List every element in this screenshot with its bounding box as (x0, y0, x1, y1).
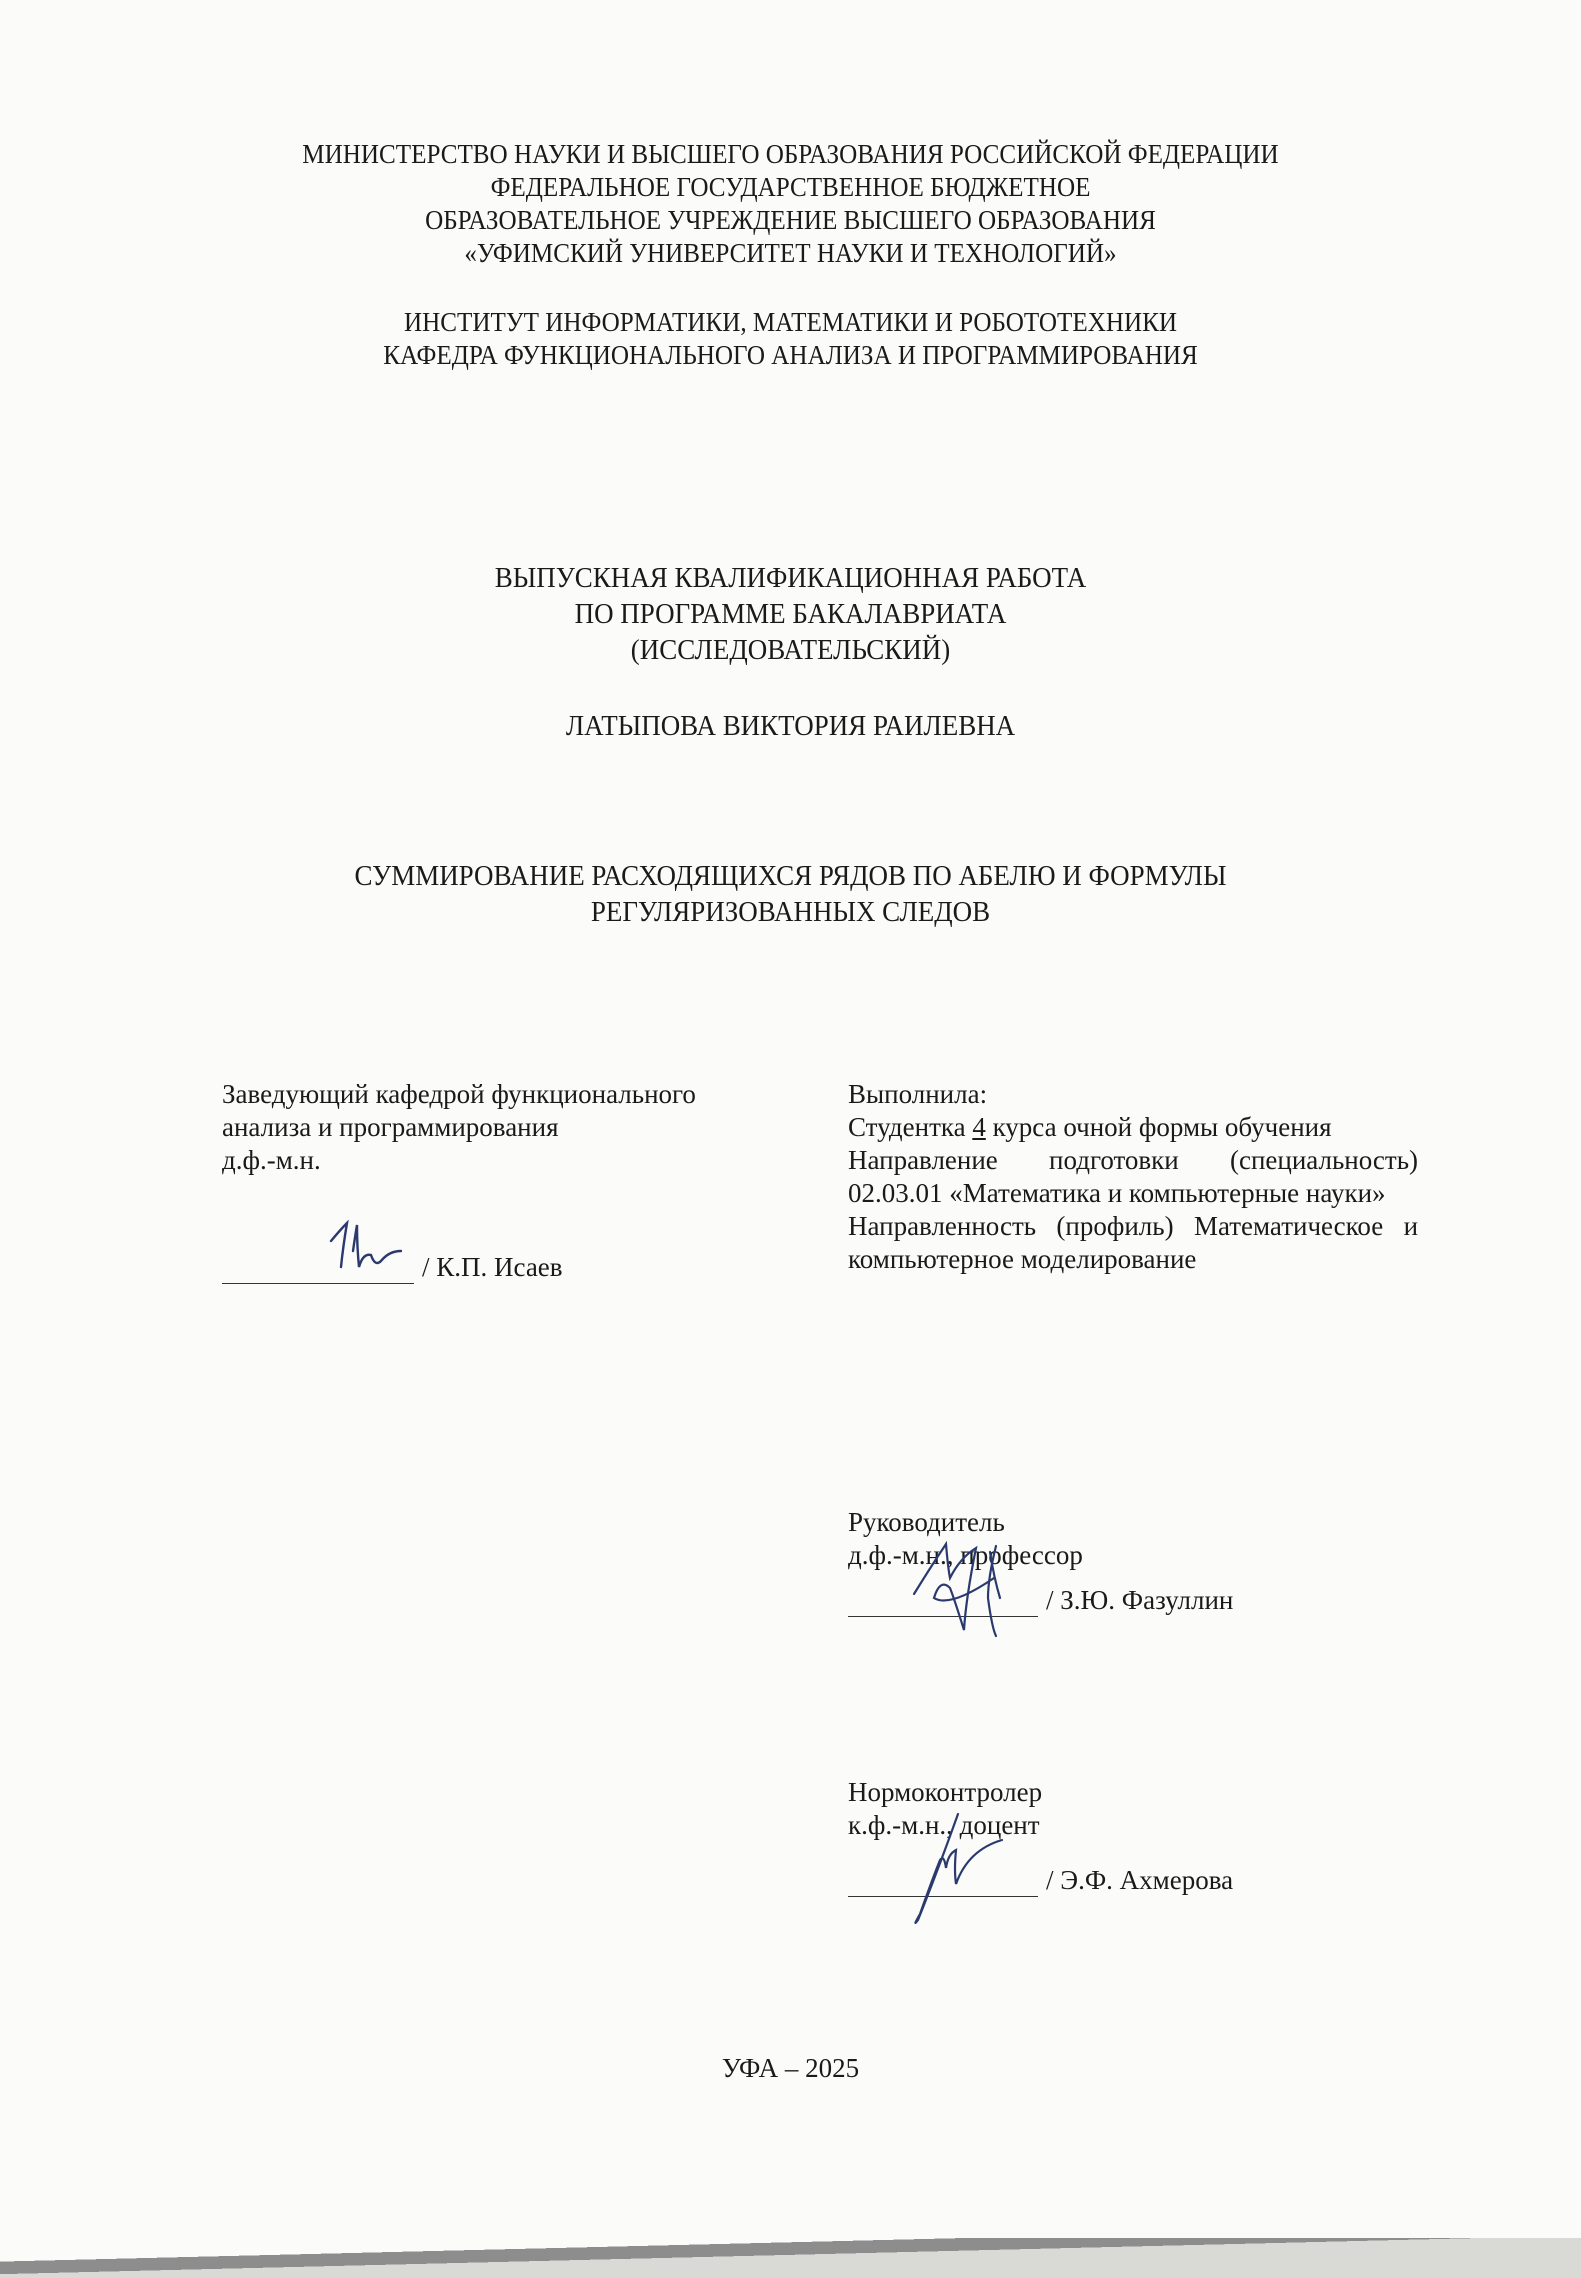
student-direction (848, 1144, 1418, 1177)
direction-word: (специальность) (1229, 1145, 1419, 1175)
direction-word: Направление (848, 1145, 998, 1175)
norm-controller-role: Нормоконтролер (848, 1777, 1043, 1807)
supervisor-role: Руководитель (848, 1507, 1005, 1537)
profile-word: (профиль) (1056, 1211, 1174, 1241)
thesis-title (55, 858, 1525, 930)
course-suffix: курса очной формы обучения (992, 1112, 1332, 1142)
city-year (0, 2052, 1581, 2085)
profile-word: и (1403, 1211, 1419, 1241)
thesis-title-line: РЕГУЛЯРИЗОВАННЫХ СЛЕДОВ (590, 896, 991, 928)
norm-controller-degree: к.ф.-м.н., доцент (848, 1810, 1040, 1840)
student-profile (848, 1210, 1418, 1243)
course-number: 4 (972, 1112, 986, 1142)
signature-line (222, 1255, 414, 1284)
thesis-title-line: СУММИРОВАНИЕ РАСХОДЯЩИХСЯ РЯДОВ ПО АБЕЛЮ И ФОРМУЛЫ (354, 860, 1227, 892)
ministry-line: МИНИСТЕРСТВО НАУКИ И ВЫСШЕГО ОБРАЗОВАНИЯ РОССИЙСКОЙ ФЕДЕРАЦИИ (302, 139, 1279, 169)
direction-word: подготовки (1049, 1145, 1179, 1175)
city-year-text: УФА – 2025 (721, 2053, 860, 2083)
head-signature-row (222, 1251, 782, 1284)
work-type-line: ВЫПУСКНАЯ КВАЛИФИКАЦИОННАЯ РАБОТА (494, 562, 1087, 594)
supervisor-name: / З.Ю. Фазуллин (1046, 1585, 1234, 1615)
work-type-line: ПО ПРОГРАММЕ БАКАЛАВРИАТА (574, 598, 1007, 630)
student-block (848, 1078, 1418, 1276)
signature-icon (898, 1810, 1008, 1930)
ministry-header (55, 138, 1525, 270)
ministry-line: ФЕДЕРАЛЬНОЕ ГОСУДАРСТВЕННОЕ БЮДЖЕТНОЕ (490, 172, 1091, 202)
institute-header (55, 306, 1525, 372)
profile-word: Направленность (848, 1211, 1037, 1241)
supervisor-signature-row (848, 1584, 1348, 1617)
scanner-edge (0, 2238, 1581, 2278)
supervisor-block (848, 1506, 1348, 1617)
norm-controller-block (848, 1776, 1348, 1897)
student-label: Выполнила: (848, 1079, 988, 1109)
student-course (848, 1111, 1418, 1144)
direction-code: 02.03.01 «Математика и компьютерные науки» (848, 1178, 1386, 1208)
institute-name: ИНСТИТУТ ИНФОРМАТИКИ, МАТЕМАТИКИ И РОБОТОТЕХНИКИ (403, 307, 1178, 337)
department-name: КАФЕДРА ФУНКЦИОНАЛЬНОГО АНАЛИЗА И ПРОГРАММИРОВАНИЯ (383, 340, 1198, 370)
head-of-department-block (222, 1078, 782, 1284)
author-name (55, 708, 1525, 744)
work-type-line: (ИССЛЕДОВАТЕЛЬСКИЙ) (630, 634, 951, 666)
course-prefix: Студентка (848, 1112, 966, 1142)
university-name: «УФИМСКИЙ УНИВЕРСИТЕТ НАУКИ И ТЕХНОЛОГИЙ» (464, 238, 1117, 268)
head-name: / К.П. Исаев (422, 1252, 563, 1282)
signature-line (848, 1868, 1038, 1897)
signature-icon (327, 1217, 407, 1277)
supervisor-degree: д.ф.-м.н., профессор (848, 1540, 1083, 1570)
norm-controller-signature-row (848, 1864, 1348, 1897)
author-name-text: ЛАТЫПОВА ВИКТОРИЯ РАИЛЕВНА (565, 710, 1016, 742)
signature-line (848, 1588, 1038, 1617)
head-title-line: анализа и программирования (222, 1112, 559, 1142)
profile-word: Математическое (1193, 1211, 1384, 1241)
norm-controller-name: / Э.Ф. Ахмерова (1046, 1865, 1234, 1895)
head-degree: д.ф.-м.н. (222, 1145, 321, 1175)
profile-end: компьютерное моделирование (848, 1244, 1197, 1274)
head-title-line: Заведующий кафедрой функционального (222, 1079, 696, 1109)
work-type (55, 560, 1525, 668)
signature-icon (910, 1538, 1020, 1638)
ministry-line: ОБРАЗОВАТЕЛЬНОЕ УЧРЕЖДЕНИЕ ВЫСШЕГО ОБРАЗОВАНИЯ (425, 205, 1156, 235)
